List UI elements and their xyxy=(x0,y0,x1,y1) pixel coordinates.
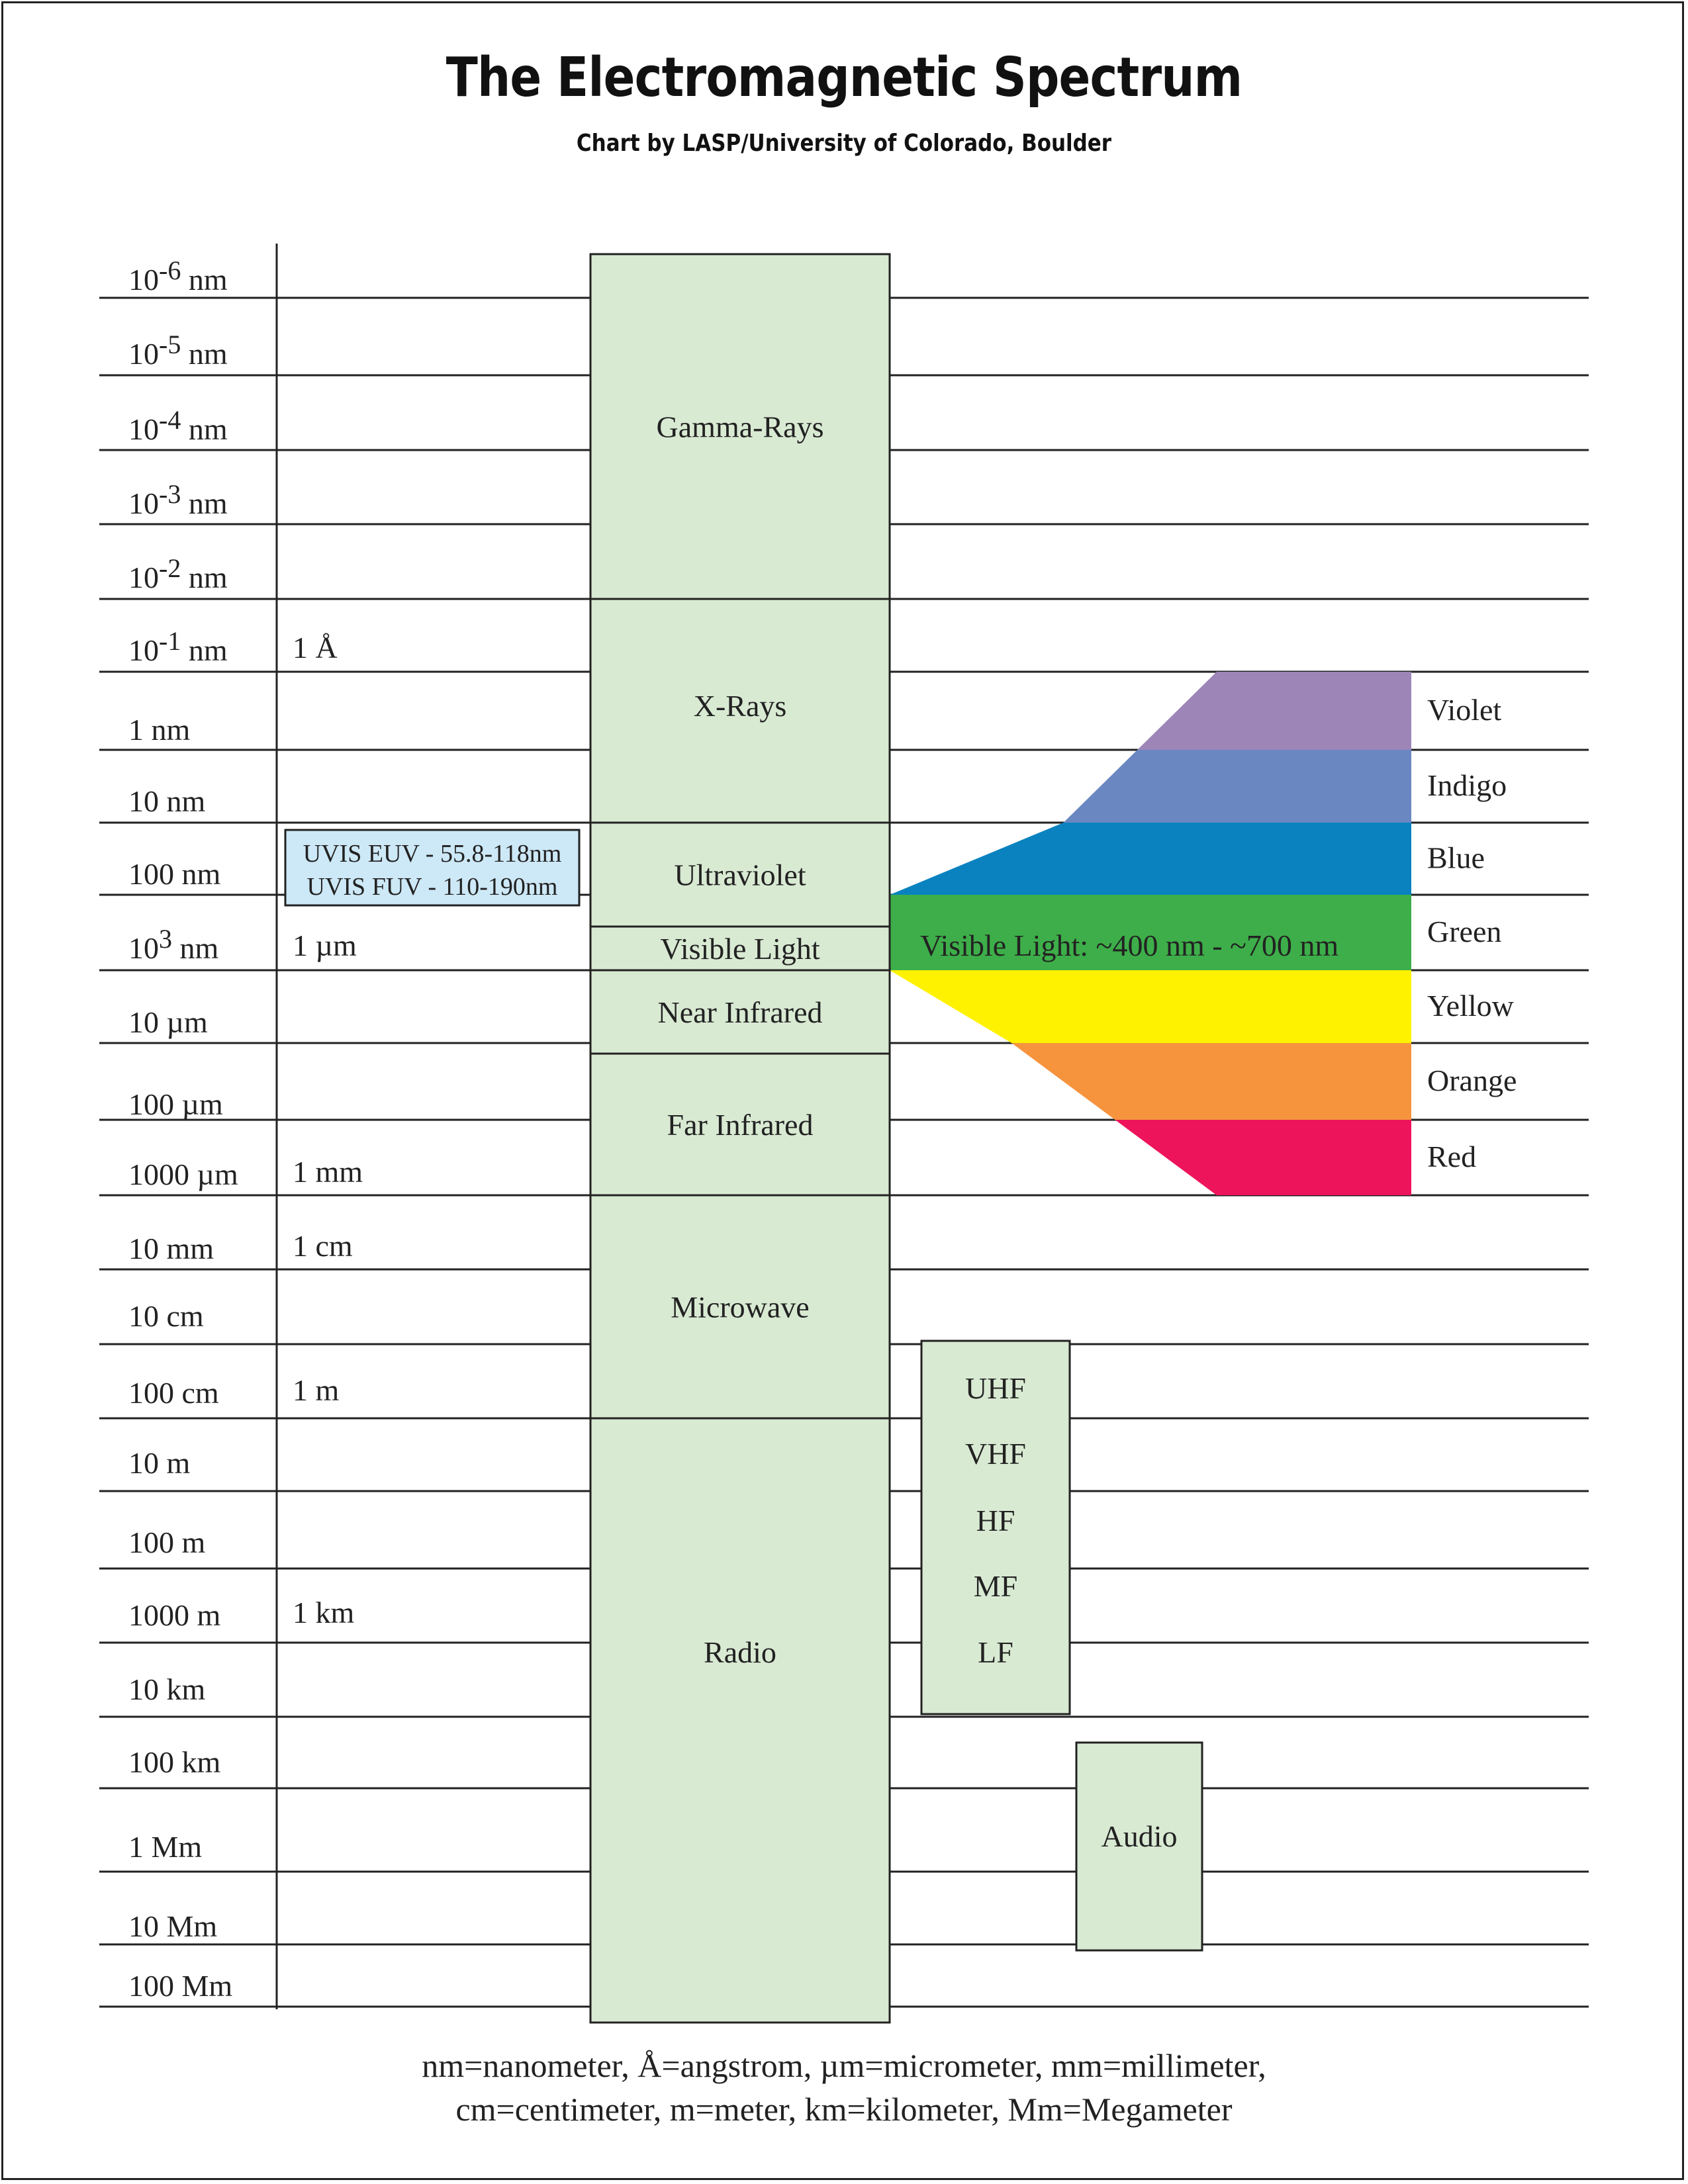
equivalent-label: 1 Å xyxy=(293,631,338,664)
scale-label: 100 cm xyxy=(128,1376,219,1410)
radio-subband-hf: HF xyxy=(976,1504,1015,1537)
scale-label: 100 km xyxy=(128,1745,221,1779)
equivalent-label: 1 km xyxy=(293,1596,355,1629)
color-band-violet xyxy=(1137,672,1411,750)
uvis-line-1: UVIS EUV - 55.8-118nm xyxy=(303,840,562,868)
band-label-near-infrared: Near Infrared xyxy=(657,995,823,1029)
scale-label: 10 nm xyxy=(128,784,206,818)
color-label-orange: Orange xyxy=(1427,1064,1517,1097)
scale-label: 103 nm xyxy=(128,924,219,965)
scale-label: 10 µm xyxy=(128,1005,208,1039)
scale-label: 10 cm xyxy=(128,1299,204,1333)
equivalent-label: 1 µm xyxy=(293,929,357,962)
scale-label: 10-5 nm xyxy=(128,330,228,371)
scale-label: 10-3 nm xyxy=(128,479,228,520)
scale-label: 10 km xyxy=(128,1672,206,1706)
color-label-blue: Blue xyxy=(1427,841,1485,875)
band-label-microwave: Microwave xyxy=(671,1290,810,1324)
band-label-radio: Radio xyxy=(704,1635,776,1669)
scale-label: 10-6 nm xyxy=(128,255,228,296)
scale-label: 10-1 nm xyxy=(128,626,228,667)
color-label-red: Red xyxy=(1427,1140,1477,1173)
unit-legend xyxy=(0,2044,1688,2131)
band-label-visible-light: Visible Light xyxy=(660,932,820,966)
uvis-line-2: UVIS FUV - 110-190nm xyxy=(306,873,558,901)
equivalent-label: 1 m xyxy=(293,1373,340,1407)
band-label-x-rays: X-Rays xyxy=(693,689,787,723)
radio-subband-mf: MF xyxy=(973,1569,1018,1603)
color-band-blue xyxy=(890,823,1411,895)
scale-label: 1000 µm xyxy=(128,1158,238,1191)
audio-label: Audio xyxy=(1101,1819,1178,1853)
color-label-violet: Violet xyxy=(1427,693,1502,727)
color-band-yellow xyxy=(890,970,1411,1043)
band-label-ultraviolet: Ultraviolet xyxy=(674,858,806,892)
scale-label: 100 m xyxy=(128,1525,206,1559)
scale-label: 1000 m xyxy=(128,1598,221,1632)
color-band-orange xyxy=(1011,1043,1411,1120)
band-label-far-infrared: Far Infrared xyxy=(667,1108,814,1142)
visible-range-label: Visible Light: ~400 nm - ~700 nm xyxy=(920,929,1339,962)
color-label-indigo: Indigo xyxy=(1427,768,1507,802)
radio-subband-uhf: UHF xyxy=(964,1371,1027,1405)
scale-label: 100 Mm xyxy=(128,1969,233,2003)
unit-legend-line-2: cm=centimeter, m=meter, km=kilometer, Mm=Megameter xyxy=(455,2091,1233,2128)
scale-label: 100 nm xyxy=(128,857,221,891)
color-band-indigo xyxy=(1063,750,1411,823)
page-subtitle: Chart by LASP/University of Colorado, Boulder xyxy=(576,130,1112,157)
scale-label: 10 mm xyxy=(128,1232,214,1265)
scale-label: 100 µm xyxy=(128,1087,223,1121)
scale-label: 1 nm xyxy=(128,713,191,747)
scale-label: 10 Mm xyxy=(128,1909,218,1943)
color-label-yellow: Yellow xyxy=(1427,989,1514,1023)
radio-subband-vhf: VHF xyxy=(964,1437,1027,1471)
band-radio xyxy=(590,1418,890,2023)
scale-label: 1 Mm xyxy=(128,1830,203,1864)
equivalent-label: 1 mm xyxy=(293,1155,363,1189)
band-label-gamma-rays: Gamma-Rays xyxy=(656,410,824,444)
scale-label: 10 m xyxy=(128,1446,191,1480)
page-title: The Electromagnetic Spectrum xyxy=(445,46,1243,109)
color-label-green: Green xyxy=(1427,915,1502,948)
scale-label: 10-2 nm xyxy=(128,553,228,594)
unit-legend-line-1: nm=nanometer, Å=angstrom, µm=micrometer, mm=millimeter, xyxy=(422,2047,1266,2084)
radio-subband-lf: LF xyxy=(978,1635,1013,1669)
equivalent-label: 1 cm xyxy=(293,1229,353,1263)
scale-label: 10-4 nm xyxy=(128,405,228,446)
color-band-red xyxy=(1115,1120,1411,1195)
